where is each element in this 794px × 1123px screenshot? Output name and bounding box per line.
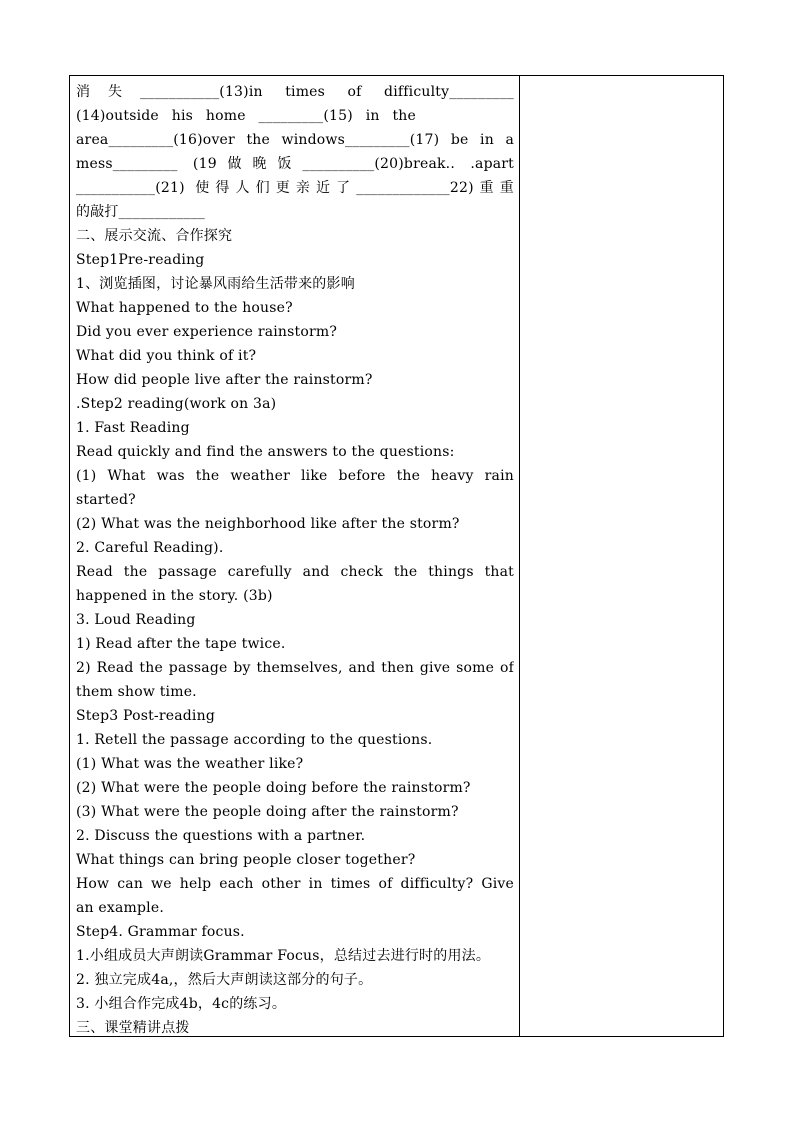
text-line: 2. 独立完成4a,，然后大声朗读这部分的句子。 [76,972,373,988]
step-heading: Step4. Grammar focus. [76,924,245,940]
question-line: How can we help each other in times of difficulty? Give [76,876,514,892]
text-line: ___________(21) 使得人们更亲近了_____________22)重重 [76,180,514,196]
text-line: mess_________ (19做晚饭__________(20)break.. .apart [76,156,514,172]
text-line: 3. Loud Reading [76,612,196,628]
lesson-content-cell [76,80,514,1040]
text-line: (14)outside his home _________(15) in the [76,108,416,124]
notes-cell [520,76,723,1036]
question-line: What happened to the house? [76,300,293,316]
question-line: (2) What were the people doing before the rainstorm? [76,780,471,796]
question-line: (1) What was the weather like before the heavy rain [76,468,514,484]
text-line: 1.小组成员大声朗读Grammar Focus，总结过去进行时的用法。 [76,948,491,964]
text-line: area_________(16)over the windows_________(17) be in a [76,132,514,148]
text-line: 的敲打____________ [76,204,205,220]
step-heading: Step1Pre-reading [76,252,205,268]
text-line: an example. [76,900,164,916]
text-line: 2. Discuss the questions with a partner. [76,828,366,844]
text-line: Read quickly and find the answers to the questions: [76,444,455,460]
text-line: 1、浏览插图，讨论暴风雨给生活带来的影响 [76,276,355,292]
text-line: 1) Read after the tape twice. [76,636,286,652]
section-heading: 三、课堂精讲点拨 [76,1020,190,1036]
lesson-table [69,75,724,1037]
text-line: 1. Fast Reading [76,420,190,436]
question-line: (1) What was the weather like? [76,756,304,772]
question-line: (2) What was the neighborhood like after the storm? [76,516,460,532]
text-line: Read the passage carefully and check the things that [76,564,514,580]
question-line: (3) What were the people doing after the rainstorm? [76,804,459,820]
section-heading: 二、展示交流、合作探究 [76,228,233,244]
question-line: started? [76,492,136,508]
text-line: 2. Careful Reading). [76,540,224,556]
question-line: What things can bring people closer together? [76,852,416,868]
step-heading: Step3 Post-reading [76,708,215,724]
text-line: them show time. [76,684,197,700]
question-line: What did you think of it? [76,348,257,364]
question-line: How did people live after the rainstorm? [76,372,373,388]
text-line: 1. Retell the passage according to the questions. [76,732,433,748]
step-heading: .Step2 reading(work on 3a) [76,396,277,412]
text-line: 消失___________(13)in times of difficulty_________ [76,84,514,100]
text-line: happened in the story. (3b) [76,588,273,604]
question-line: Did you ever experience rainstorm? [76,324,338,340]
text-line: 2) Read the passage by themselves, and then give some of [76,660,514,676]
text-line: 3. 小组合作完成4b，4c的练习。 [76,996,287,1012]
